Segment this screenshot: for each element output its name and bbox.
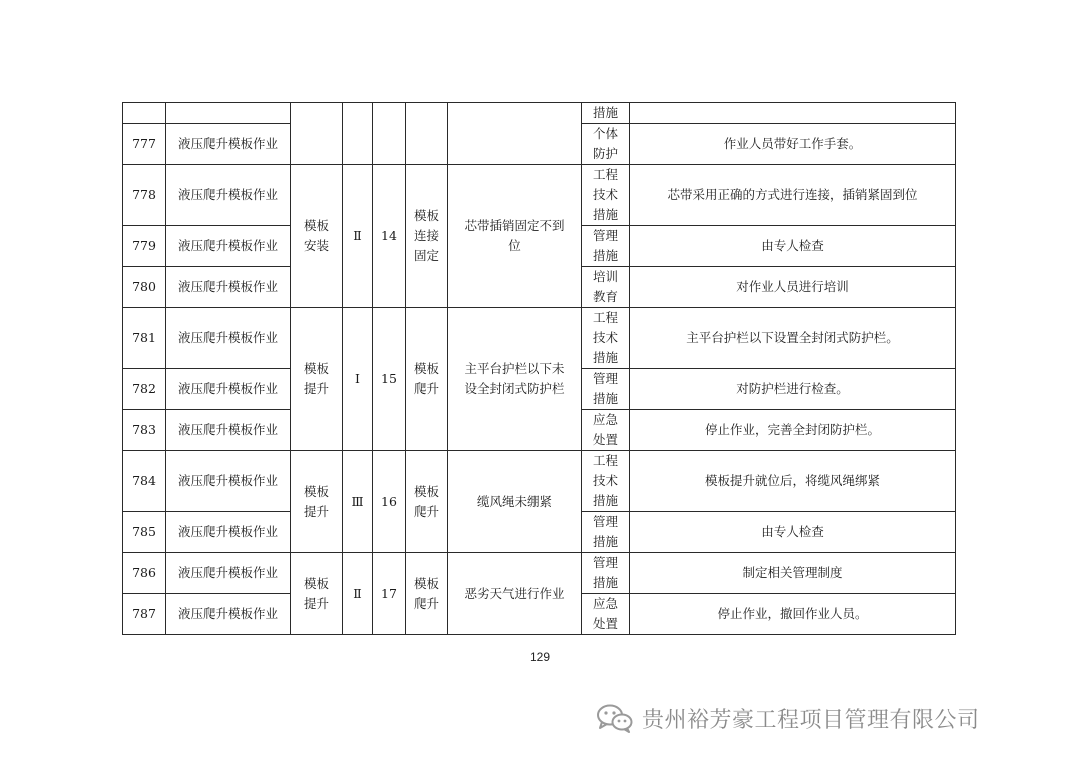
work-cell: 液压爬升模板作业 <box>166 308 291 369</box>
table-row <box>123 553 956 594</box>
stage-cell: 模板 提升 <box>291 553 343 635</box>
hazard-cell: 缆风绳未绷紧 <box>448 451 582 553</box>
level-cell: Ⅱ <box>343 165 373 308</box>
table-row <box>123 451 956 512</box>
measure-cell: 由专人检查 <box>630 512 956 553</box>
measure-cell: 制定相关管理制度 <box>630 553 956 594</box>
no-cell: 780 <box>123 267 166 308</box>
wechat-icon <box>596 703 634 733</box>
no-cell: 786 <box>123 553 166 594</box>
step-cell: 模板 爬升 <box>406 451 448 553</box>
measure-type-cell: 工程 技术 措施 <box>582 165 630 226</box>
work-cell: 液压爬升模板作业 <box>166 369 291 410</box>
hazard-cell: 恶劣天气进行作业 <box>448 553 582 635</box>
hazard-cell: 芯带插销固定不到 位 <box>448 165 582 308</box>
work-cell <box>166 103 291 124</box>
measure-type-cell: 措施 <box>582 103 630 124</box>
step-cell <box>406 103 448 165</box>
measure-cell: 停止作业，完善全封闭防护栏。 <box>630 410 956 451</box>
no-cell: 784 <box>123 451 166 512</box>
num-cell: 14 <box>373 165 406 308</box>
work-cell: 液压爬升模板作业 <box>166 594 291 635</box>
stage-cell: 模板 提升 <box>291 308 343 451</box>
measure-cell: 芯带采用正确的方式进行连接，插销紧固到位 <box>630 165 956 226</box>
work-cell: 液压爬升模板作业 <box>166 553 291 594</box>
step-cell: 模板 连接 固定 <box>406 165 448 308</box>
work-cell: 液压爬升模板作业 <box>166 451 291 512</box>
measure-cell: 作业人员带好工作手套。 <box>630 124 956 165</box>
measure-type-cell: 管理 措施 <box>582 512 630 553</box>
watermark-text: 贵州裕芳豪工程项目管理有限公司 <box>642 707 980 733</box>
measure-type-cell: 个体 防护 <box>582 124 630 165</box>
measure-type-cell: 工程 技术 措施 <box>582 308 630 369</box>
no-cell: 778 <box>123 165 166 226</box>
measure-type-cell: 培训 教育 <box>582 267 630 308</box>
work-cell: 液压爬升模板作业 <box>166 165 291 226</box>
measure-type-cell: 应急 处置 <box>582 594 630 635</box>
work-cell: 液压爬升模板作业 <box>166 410 291 451</box>
measure-type-cell: 管理 措施 <box>582 553 630 594</box>
work-cell: 液压爬升模板作业 <box>166 512 291 553</box>
hazard-cell: 主平台护栏以下未 设全封闭式防护栏 <box>448 308 582 451</box>
table-row <box>123 308 956 369</box>
no-cell: 777 <box>123 124 166 165</box>
work-cell: 液压爬升模板作业 <box>166 124 291 165</box>
num-cell: 17 <box>373 553 406 635</box>
measure-cell: 模板提升就位后，将缆风绳绑紧 <box>630 451 956 512</box>
no-cell: 783 <box>123 410 166 451</box>
measure-cell: 主平台护栏以下设置全封闭式防护栏。 <box>630 308 956 369</box>
page-number: 129 <box>529 650 551 664</box>
measure-type-cell: 管理 措施 <box>582 369 630 410</box>
no-cell <box>123 103 166 124</box>
work-cell: 液压爬升模板作业 <box>166 226 291 267</box>
measure-cell: 对作业人员进行培训 <box>630 267 956 308</box>
measure-cell <box>630 103 956 124</box>
no-cell: 785 <box>123 512 166 553</box>
measure-type-cell: 管理 措施 <box>582 226 630 267</box>
level-cell: Ⅲ <box>343 451 373 553</box>
measure-cell: 对防护栏进行检查。 <box>630 369 956 410</box>
no-cell: 782 <box>123 369 166 410</box>
step-cell: 模板 爬升 <box>406 308 448 451</box>
risk-table <box>122 102 956 635</box>
table-row-continued <box>123 103 956 124</box>
no-cell: 781 <box>123 308 166 369</box>
work-cell: 液压爬升模板作业 <box>166 267 291 308</box>
num-cell: 15 <box>373 308 406 451</box>
num-cell: 16 <box>373 451 406 553</box>
watermark <box>596 700 980 736</box>
hazard-cell <box>448 103 582 165</box>
table-row <box>123 165 956 226</box>
no-cell: 787 <box>123 594 166 635</box>
measure-type-cell: 工程 技术 措施 <box>582 451 630 512</box>
num-cell <box>373 103 406 165</box>
level-cell <box>343 103 373 165</box>
measure-type-cell: 应急 处置 <box>582 410 630 451</box>
stage-cell: 模板 安装 <box>291 165 343 308</box>
stage-cell: 模板 提升 <box>291 451 343 553</box>
step-cell: 模板 爬升 <box>406 553 448 635</box>
level-cell: Ⅰ <box>343 308 373 451</box>
stage-cell <box>291 103 343 165</box>
measure-cell: 停止作业，撤回作业人员。 <box>630 594 956 635</box>
no-cell: 779 <box>123 226 166 267</box>
measure-cell: 由专人检查 <box>630 226 956 267</box>
level-cell: Ⅱ <box>343 553 373 635</box>
